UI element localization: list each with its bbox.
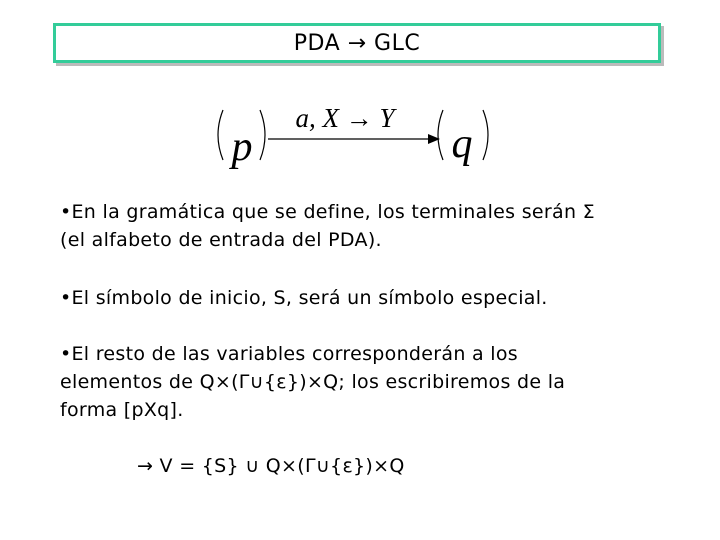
state-p-label: p <box>231 124 253 170</box>
state-q-arc-right <box>483 110 488 160</box>
state-q-arc <box>438 110 443 160</box>
transition-diagram <box>200 95 500 175</box>
slide-title: PDA → GLC <box>293 30 421 56</box>
state-p-arc <box>218 110 223 160</box>
paragraph-start-symbol <box>60 284 548 312</box>
paragraph-line: forma [pXq]. <box>60 399 184 421</box>
paragraph-line: •El resto de las variables corresponderán a los <box>60 343 518 365</box>
paragraph-line: •El símbolo de inicio, S, será un símbolo especial. <box>60 287 548 309</box>
paragraph-line: (el alfabeto de entrada del PDA). <box>60 229 382 251</box>
transition-label: a, X → Y <box>295 103 395 133</box>
paragraph-variables <box>60 340 565 424</box>
state-q-label: q <box>451 121 473 167</box>
state-p-arc-right <box>260 110 265 160</box>
variables-formula: → V = {S} ∪ Q×(Γ∪{ε})×Q <box>137 455 405 477</box>
paragraph-line: •En la gramática que se define, los terminales serán Σ <box>60 201 595 223</box>
paragraph-line: elementos de Q×(Γ∪{ε})×Q; los escribiremos de la <box>60 371 566 393</box>
paragraph-terminals <box>60 198 595 254</box>
title-box <box>53 23 661 63</box>
